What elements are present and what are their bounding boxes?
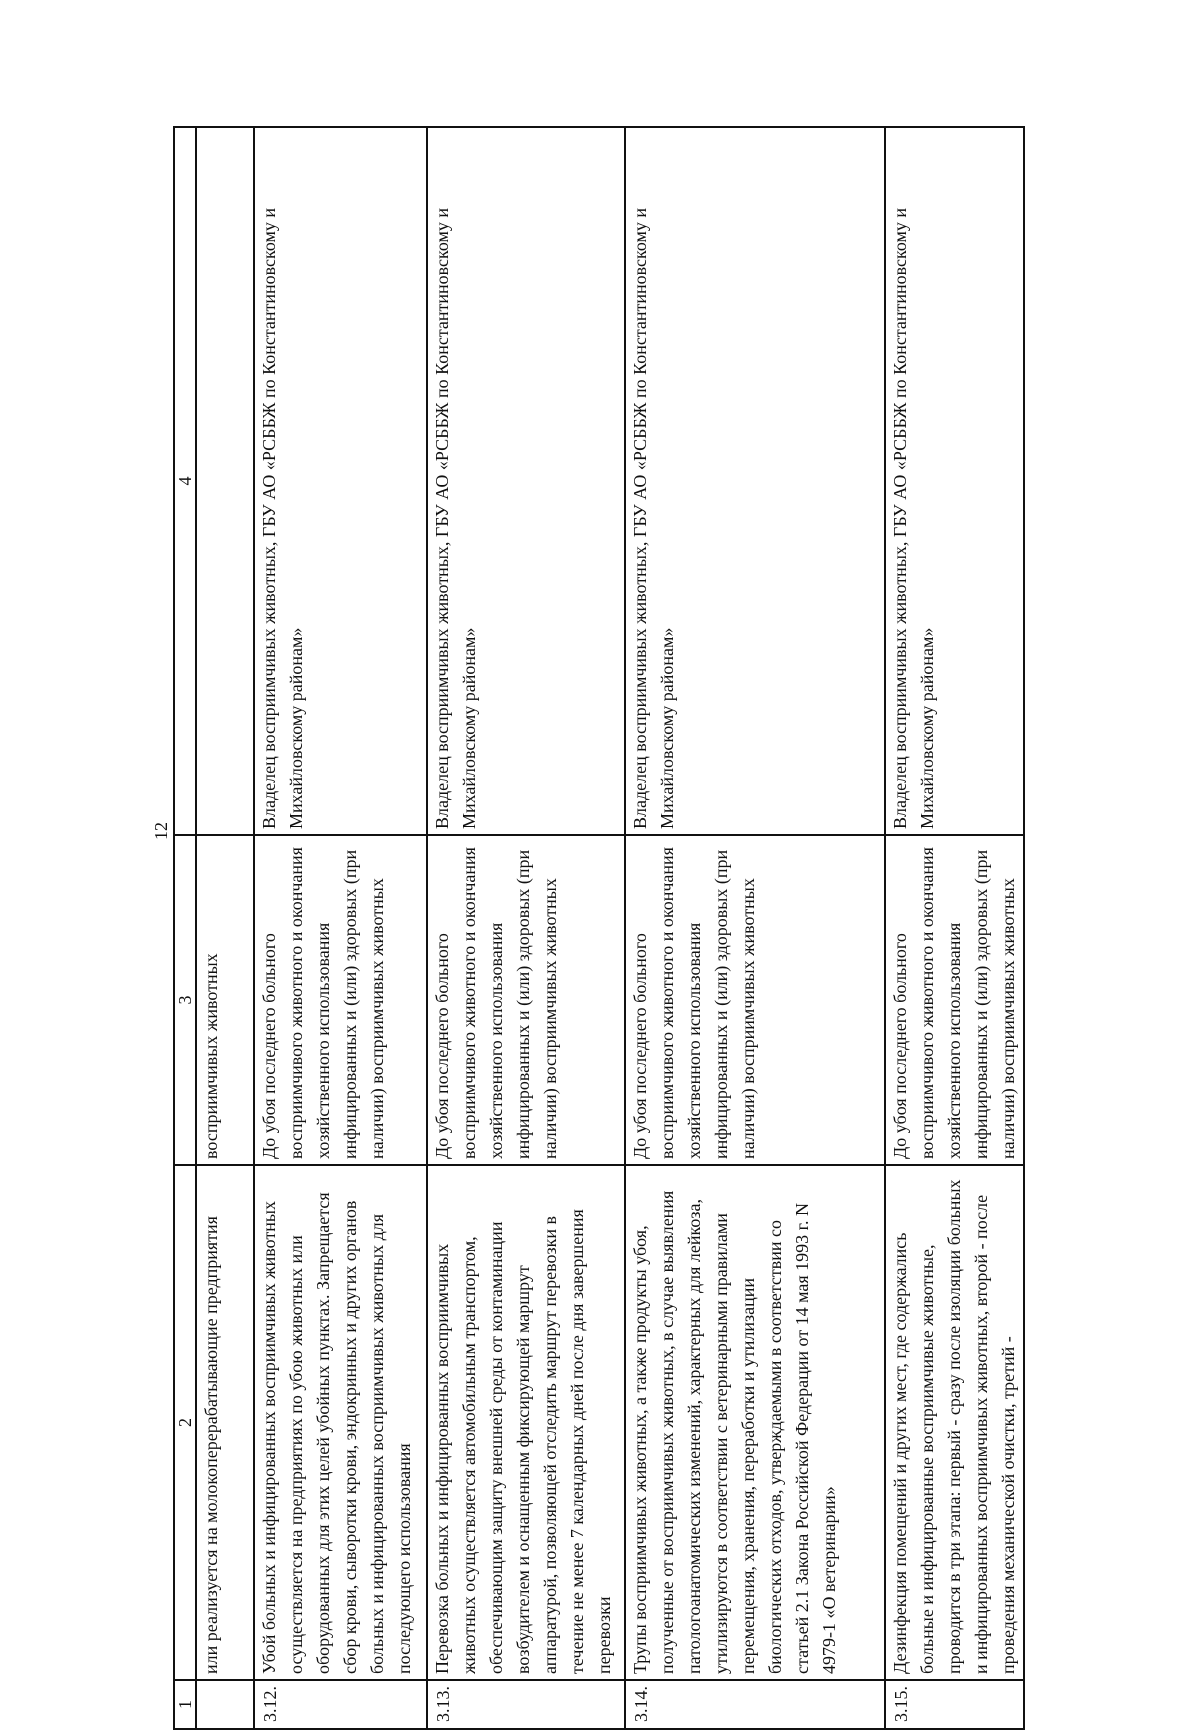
deadline-text: восприимчивых животных bbox=[196, 835, 254, 1165]
row-number: 3.12. bbox=[254, 1680, 427, 1729]
table-row bbox=[254, 127, 427, 1729]
table-row bbox=[625, 127, 885, 1729]
header-col-2: 2 bbox=[174, 1165, 196, 1680]
deadline-text: До убоя последнего больного восприимчивого животного и окончания хозяйственного использования инфицированных и (или) здоровых (при наличии) восприимчивых животных bbox=[885, 835, 1024, 1165]
row-number: 3.15. bbox=[885, 1680, 1024, 1729]
responsible-text: Владелец восприимчивых животных, ГБУ АО «РСББЖ по Константиновскому и Михайловскому районам» bbox=[885, 127, 1024, 835]
responsible-text: Владелец восприимчивых животных, ГБУ АО «РСББЖ по Константиновскому и Михайловскому районам» bbox=[254, 127, 427, 835]
row-number: 3.14. bbox=[625, 1680, 885, 1729]
measure-text: Перевозка больных и инфицированных восприимчивых животных осуществляется автомобильным транспортом, обеспечивающим защиту внешней среды от контаминации возбудителем и оснащенным фиксирующей маршрут аппаратурой, позволяющей отследить маршрут перевозки в течение не менее 7 календарных дней после дня завершения перевозки bbox=[427, 1165, 625, 1680]
header-col-4: 4 bbox=[174, 127, 196, 835]
table-row bbox=[427, 127, 625, 1729]
responsible-text bbox=[196, 127, 254, 835]
table-header-row bbox=[174, 127, 196, 1729]
header-col-3: 3 bbox=[174, 835, 196, 1165]
responsible-text: Владелец восприимчивых животных, ГБУ АО «РСББЖ по Константиновскому и Михайловскому районам» bbox=[625, 127, 885, 835]
measure-text: Убой больных и инфицированных восприимчивых животных осуществляется на предприятиях по убою животных или оборудованных для этих целей убойных пунктах. Запрещается сбор крови, сыворотки крови, эндокринных и других органов больных и инфицированных восприимчивых животных для последующего использования bbox=[254, 1165, 427, 1680]
deadline-text: До убоя последнего больного восприимчивого животного и окончания хозяйственного использования инфицированных и (или) здоровых (при наличии) восприимчивых животных bbox=[254, 835, 427, 1165]
row-number bbox=[196, 1680, 254, 1729]
table-row-continuation bbox=[196, 127, 254, 1729]
header-col-1: 1 bbox=[174, 1680, 196, 1729]
document-table-rotated bbox=[173, 128, 1018, 1730]
responsible-text: Владелец восприимчивых животных, ГБУ АО «РСББЖ по Константиновскому и Михайловскому районам» bbox=[427, 127, 625, 835]
measure-text: или реализуется на молокоперерабатывающие предприятия bbox=[196, 1165, 254, 1680]
page-number: 12 bbox=[151, 822, 171, 840]
measure-text: Дезинфекция помещений и других мест, где содержались больные и инфицированные восприимчивые животные, проводится в три этапа: первый - сразу после изоляции больных и инфицированных восприимчивых животных, второй - после проведения механической очистки, третий - bbox=[885, 1165, 1024, 1680]
row-number: 3.13. bbox=[427, 1680, 625, 1729]
deadline-text: До убоя последнего больного восприимчивого животного и окончания хозяйственного использования инфицированных и (или) здоровых (при наличии) восприимчивых животных bbox=[427, 835, 625, 1165]
document-table bbox=[173, 126, 1025, 1730]
table-row bbox=[885, 127, 1024, 1729]
deadline-text: До убоя последнего больного восприимчивого животного и окончания хозяйственного использования инфицированных и (или) здоровых (при наличии) восприимчивых животных bbox=[625, 835, 885, 1165]
measure-text: Трупы восприимчивых животных, а также продукты убоя, полученные от восприимчивых животных, в случае выявления патологоанатомических изменений, характерных для лейкоза, утилизируются в соответствии с ветеринарными правилами перемещения, хранения, переработки и утилизации биологических отходов, утверждаемыми в соответствии со статьей 2.1 Закона Российской Федерации от 14 мая 1993 г. N 4979-1 «О ветеринарии» bbox=[625, 1165, 885, 1680]
